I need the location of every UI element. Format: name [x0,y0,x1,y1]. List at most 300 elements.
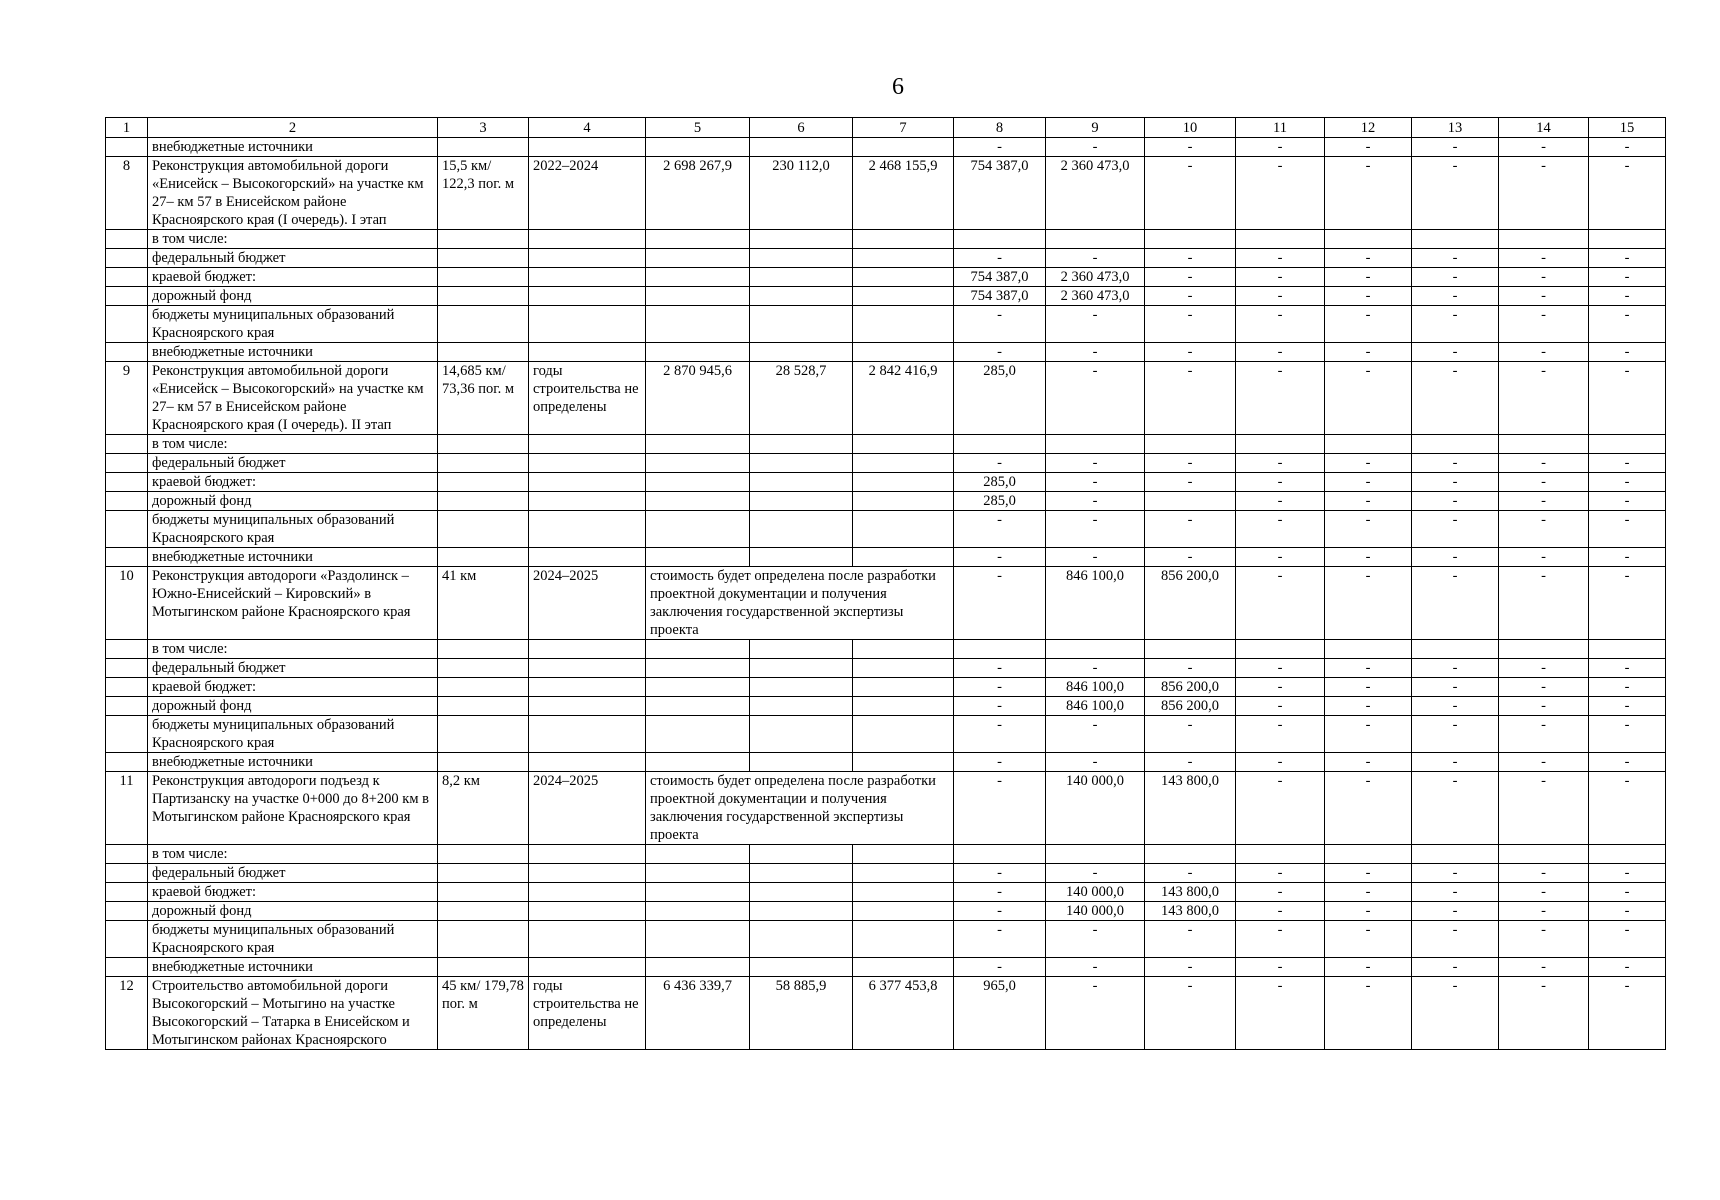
period-cell [529,473,646,492]
remaining-cell [853,230,954,249]
table-row [106,753,1666,772]
year-value-cell: - [1499,921,1589,958]
total-cost-cell [646,287,750,306]
length-cell: 15,5 км/ 122,3 пог. м [438,157,529,230]
column-header: 12 [1325,118,1412,138]
year-value-cell: - [1412,306,1499,343]
year-value-cell [1325,640,1412,659]
year-value-cell: - [1412,678,1499,697]
year-value-cell: - [1236,454,1325,473]
length-cell: 14,685 км/ 73,36 пог. м [438,362,529,435]
year-value-cell: - [1589,548,1666,567]
table-row [106,716,1666,753]
year-value-cell [1145,435,1236,454]
year-value-cell: - [1046,977,1145,1050]
length-cell [438,511,529,548]
year-value-cell: - [1046,716,1145,753]
year-value-cell: - [1412,921,1499,958]
length-cell [438,138,529,157]
row-name-cell: федеральный бюджет [148,454,438,473]
year-value-cell: 285,0 [954,362,1046,435]
total-cost-cell [646,659,750,678]
period-cell [529,845,646,864]
table-row [106,138,1666,157]
year-value-cell: - [1325,138,1412,157]
row-number-cell [106,921,148,958]
table-row [106,548,1666,567]
year-value-cell: - [1236,902,1325,921]
year-value-cell: - [1236,716,1325,753]
year-value-cell: - [1236,697,1325,716]
remaining-cell [853,716,954,753]
year-value-cell: - [1236,287,1325,306]
year-value-cell: - [1236,659,1325,678]
table-row [106,921,1666,958]
total-cost-cell [646,492,750,511]
spent-cell: 230 112,0 [750,157,853,230]
year-value-cell: - [1325,454,1412,473]
year-value-cell: 754 387,0 [954,287,1046,306]
year-value-cell: - [1589,157,1666,230]
year-value-cell: - [954,343,1046,362]
row-number-cell [106,883,148,902]
year-value-cell: - [1236,268,1325,287]
spent-cell [750,492,853,511]
year-value-cell: - [1325,268,1412,287]
year-value-cell: - [1046,511,1145,548]
year-value-cell: - [1412,343,1499,362]
total-cost-cell [646,921,750,958]
spent-cell [750,511,853,548]
row-number-cell [106,640,148,659]
year-value-cell: - [1412,753,1499,772]
column-header: 9 [1046,118,1145,138]
length-cell [438,753,529,772]
period-cell: 2024–2025 [529,772,646,845]
length-cell [438,716,529,753]
row-name-cell: в том числе: [148,230,438,249]
year-value-cell: - [1046,921,1145,958]
year-value-cell: - [1589,697,1666,716]
year-value-cell: - [1412,958,1499,977]
remaining-cell [853,883,954,902]
row-number-cell [106,845,148,864]
year-value-cell: - [1499,716,1589,753]
year-value-cell: - [1236,567,1325,640]
year-value-cell: - [1499,659,1589,678]
year-value-cell: - [1325,157,1412,230]
year-value-cell: - [1236,753,1325,772]
year-value-cell: - [1499,454,1589,473]
remaining-cell [853,473,954,492]
remaining-cell [853,511,954,548]
year-value-cell: - [1046,492,1145,511]
total-cost-cell [646,845,750,864]
table-row [106,864,1666,883]
row-name-cell: внебюджетные источники [148,343,438,362]
year-value-cell: - [1589,567,1666,640]
period-cell [529,958,646,977]
spent-cell [750,287,853,306]
table-row [106,697,1666,716]
year-value-cell [1589,230,1666,249]
total-cost-cell [646,678,750,697]
remaining-cell: 6 377 453,8 [853,977,954,1050]
year-value-cell: - [1145,958,1236,977]
total-cost-cell: 2 698 267,9 [646,157,750,230]
year-value-cell: - [1145,511,1236,548]
year-value-cell: - [1325,473,1412,492]
year-value-cell: - [1589,772,1666,845]
row-number-cell: 10 [106,567,148,640]
year-value-cell: - [1145,362,1236,435]
year-value-cell [1145,845,1236,864]
year-value-cell: - [1412,883,1499,902]
row-name-cell: бюджеты муниципальных образований Красноярского края [148,306,438,343]
year-value-cell: - [1589,138,1666,157]
row-name-cell: дорожный фонд [148,902,438,921]
year-value-cell: - [1325,864,1412,883]
total-cost-cell [646,864,750,883]
period-cell [529,287,646,306]
year-value-cell: - [954,772,1046,845]
remaining-cell: 2 842 416,9 [853,362,954,435]
year-value-cell: - [1499,902,1589,921]
total-cost-cell [646,511,750,548]
column-header: 8 [954,118,1046,138]
year-value-cell: - [1499,772,1589,845]
total-cost-cell [646,548,750,567]
year-value-cell: - [1589,864,1666,883]
year-value-cell [1589,845,1666,864]
year-value-cell [1499,640,1589,659]
year-value-cell: - [954,454,1046,473]
year-value-cell: - [954,249,1046,268]
year-value-cell: - [1499,287,1589,306]
row-number-cell [106,343,148,362]
year-value-cell: 2 360 473,0 [1046,157,1145,230]
row-name-cell: краевой бюджет: [148,678,438,697]
table-row [106,772,1666,845]
row-number-cell [106,230,148,249]
year-value-cell: - [1325,958,1412,977]
year-value-cell: 285,0 [954,492,1046,511]
row-number-cell [106,306,148,343]
spent-cell [750,958,853,977]
total-cost-cell [646,473,750,492]
year-value-cell [1236,230,1325,249]
total-cost-cell [646,268,750,287]
total-cost-cell [646,306,750,343]
period-cell: годы строительства не определены [529,977,646,1050]
row-number-cell [106,697,148,716]
year-value-cell: - [1412,511,1499,548]
total-cost-cell: 2 870 945,6 [646,362,750,435]
length-cell [438,864,529,883]
year-value-cell: - [954,678,1046,697]
year-value-cell [1412,230,1499,249]
table-row [106,977,1666,1050]
row-number-cell [106,287,148,306]
cost-note-cell: стоимость будет определена после разработки проектной документации и получения заключения государственной экспертизы проекта [646,772,954,845]
year-value-cell: - [1412,567,1499,640]
year-value-cell: - [1236,772,1325,845]
length-cell: 8,2 км [438,772,529,845]
year-value-cell: - [954,958,1046,977]
total-cost-cell [646,716,750,753]
year-value-cell [1236,435,1325,454]
period-cell [529,640,646,659]
spent-cell [750,640,853,659]
period-cell [529,678,646,697]
table-row [106,567,1666,640]
column-header: 1 [106,118,148,138]
year-value-cell: - [1325,678,1412,697]
table-row [106,249,1666,268]
period-cell [529,659,646,678]
column-header: 14 [1499,118,1589,138]
year-value-cell: - [1325,977,1412,1050]
total-cost-cell [646,230,750,249]
year-value-cell [1325,230,1412,249]
year-value-cell: - [1589,473,1666,492]
remaining-cell [853,287,954,306]
total-cost-cell [646,958,750,977]
year-value-cell: - [1046,473,1145,492]
year-value-cell: - [1046,454,1145,473]
length-cell [438,287,529,306]
spent-cell [750,845,853,864]
table-row [106,268,1666,287]
year-value-cell: - [1145,249,1236,268]
period-cell: 2022–2024 [529,157,646,230]
total-cost-cell [646,883,750,902]
year-value-cell: - [1589,659,1666,678]
remaining-cell [853,678,954,697]
remaining-cell [853,492,954,511]
row-name-cell: Реконструкция автомобильной дороги «Енисейск – Высокогорский» на участке км 27– км 57 в Енисейском районе Красноярского края (I очередь). II этап [148,362,438,435]
spent-cell [750,343,853,362]
column-header: 11 [1236,118,1325,138]
remaining-cell [853,902,954,921]
year-value-cell: - [1589,362,1666,435]
remaining-cell [853,548,954,567]
length-cell [438,921,529,958]
year-value-cell: - [1589,921,1666,958]
column-header: 10 [1145,118,1236,138]
year-value-cell [1046,640,1145,659]
length-cell [438,958,529,977]
year-value-cell: - [1325,697,1412,716]
spent-cell: 58 885,9 [750,977,853,1050]
row-number-cell [106,249,148,268]
remaining-cell [853,249,954,268]
row-name-cell: Реконструкция автодороги «Раздолинск – Южно-Енисейский – Кировский» в Мотыгинском районе Красноярского края [148,567,438,640]
year-value-cell: - [954,883,1046,902]
year-value-cell: - [1412,977,1499,1050]
year-value-cell: - [1046,138,1145,157]
row-name-cell: внебюджетные источники [148,753,438,772]
year-value-cell: - [954,864,1046,883]
year-value-cell: - [1325,362,1412,435]
year-value-cell: - [1412,287,1499,306]
year-value-cell: 754 387,0 [954,157,1046,230]
year-value-cell: - [1046,362,1145,435]
year-value-cell: - [1499,977,1589,1050]
row-name-cell: внебюджетные источники [148,548,438,567]
remaining-cell [853,640,954,659]
year-value-cell: - [1589,287,1666,306]
cost-note-cell: стоимость будет определена после разработки проектной документации и получения заключения государственной экспертизы проекта [646,567,954,640]
year-value-cell [954,845,1046,864]
year-value-cell: - [1236,249,1325,268]
year-value-cell: - [1325,659,1412,678]
year-value-cell: - [1236,958,1325,977]
remaining-cell [853,753,954,772]
row-name-cell: федеральный бюджет [148,249,438,268]
length-cell [438,249,529,268]
year-value-cell: - [954,921,1046,958]
year-value-cell: - [1236,678,1325,697]
table-row [106,157,1666,230]
year-value-cell: - [1412,473,1499,492]
year-value-cell: - [1499,958,1589,977]
year-value-cell: - [1145,157,1236,230]
year-value-cell: 2 360 473,0 [1046,287,1145,306]
spent-cell [750,249,853,268]
year-value-cell: - [1499,138,1589,157]
total-cost-cell [646,249,750,268]
column-header: 15 [1589,118,1666,138]
year-value-cell: - [1145,138,1236,157]
year-value-cell [1145,640,1236,659]
row-name-cell: бюджеты муниципальных образований Красноярского края [148,511,438,548]
year-value-cell: - [1046,659,1145,678]
year-value-cell [1046,435,1145,454]
year-value-cell [1236,640,1325,659]
year-value-cell: - [1499,306,1589,343]
row-number-cell [106,492,148,511]
period-cell [529,902,646,921]
year-value-cell: - [1499,883,1589,902]
total-cost-cell [646,454,750,473]
year-value-cell: - [1325,287,1412,306]
length-cell [438,640,529,659]
spent-cell [750,921,853,958]
table-row [106,343,1666,362]
year-value-cell: - [1236,138,1325,157]
year-value-cell [1145,492,1236,511]
length-cell [438,492,529,511]
year-value-cell: - [1499,473,1589,492]
row-number-cell [106,548,148,567]
period-cell [529,230,646,249]
total-cost-cell [646,902,750,921]
remaining-cell [853,138,954,157]
period-cell [529,138,646,157]
table-row [106,362,1666,435]
year-value-cell: - [1145,753,1236,772]
length-cell [438,435,529,454]
year-value-cell: - [1589,958,1666,977]
year-value-cell: 754 387,0 [954,268,1046,287]
year-value-cell: 143 800,0 [1145,883,1236,902]
year-value-cell: - [1236,473,1325,492]
year-value-cell: - [1046,864,1145,883]
row-number-cell [106,753,148,772]
year-value-cell: - [1589,678,1666,697]
year-value-cell: - [1325,883,1412,902]
year-value-cell: - [1412,902,1499,921]
row-name-cell: Реконструкция автомобильной дороги «Енисейск – Высокогорский» на участке км 27– км 57 в Енисейском районе Красноярского края (I очередь). I этап [148,157,438,230]
row-name-cell: дорожный фонд [148,287,438,306]
year-value-cell: - [1499,362,1589,435]
row-number-cell [106,902,148,921]
year-value-cell: 856 200,0 [1145,567,1236,640]
year-value-cell: - [1236,157,1325,230]
year-value-cell: - [1236,362,1325,435]
year-value-cell: - [1589,249,1666,268]
remaining-cell [853,864,954,883]
total-cost-cell [646,697,750,716]
table-row [106,678,1666,697]
year-value-cell: 140 000,0 [1046,883,1145,902]
length-cell [438,473,529,492]
year-value-cell: - [1325,511,1412,548]
page-number: 6 [892,74,904,100]
year-value-cell: - [1145,287,1236,306]
length-cell [438,306,529,343]
period-cell [529,921,646,958]
year-value-cell [1412,435,1499,454]
year-value-cell: - [1325,902,1412,921]
length-cell [438,659,529,678]
year-value-cell: - [1589,753,1666,772]
year-value-cell [1046,230,1145,249]
year-value-cell: - [1412,659,1499,678]
row-name-cell: дорожный фонд [148,492,438,511]
year-value-cell: - [1145,343,1236,362]
total-cost-cell [646,640,750,659]
year-value-cell: - [1499,548,1589,567]
spent-cell [750,753,853,772]
year-value-cell: - [1236,864,1325,883]
spent-cell [750,435,853,454]
spent-cell [750,306,853,343]
spent-cell [750,883,853,902]
year-value-cell: - [1145,864,1236,883]
remaining-cell: 2 468 155,9 [853,157,954,230]
row-name-cell: Реконструкция автодороги подъезд к Партизанску на участке 0+000 до 8+200 км в Мотыгинском районе Красноярского края [148,772,438,845]
total-cost-cell [646,138,750,157]
table-row [106,454,1666,473]
year-value-cell: - [1145,473,1236,492]
year-value-cell: - [1589,716,1666,753]
length-cell: 41 км [438,567,529,640]
year-value-cell: - [954,306,1046,343]
length-cell [438,845,529,864]
year-value-cell: - [1325,772,1412,845]
length-cell: 45 км/ 179,78 пог. м [438,977,529,1050]
length-cell [438,548,529,567]
column-header: 3 [438,118,529,138]
year-value-cell: 143 800,0 [1145,902,1236,921]
year-value-cell [1499,230,1589,249]
year-value-cell: - [954,548,1046,567]
remaining-cell [853,343,954,362]
row-number-cell [106,511,148,548]
year-value-cell: - [1325,343,1412,362]
